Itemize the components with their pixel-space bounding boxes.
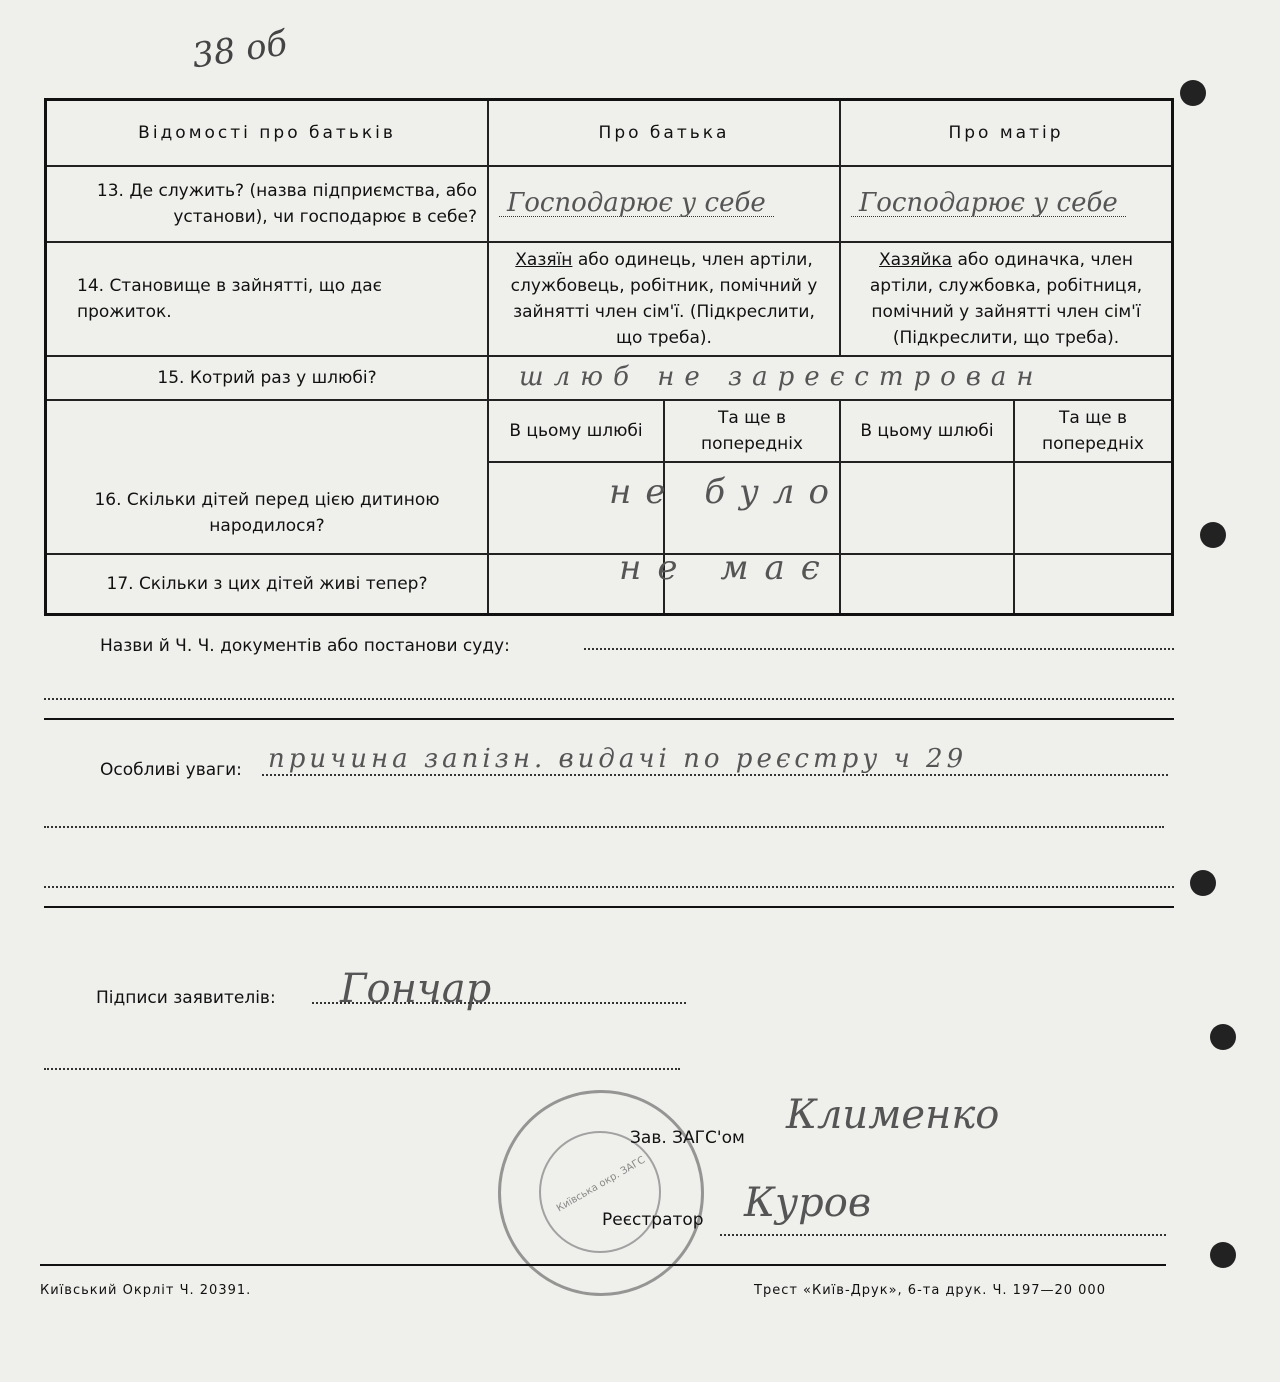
table-header-row bbox=[46, 100, 1173, 167]
question-16: 16. Скільки дітей перед цією дитиною народилося? bbox=[46, 400, 489, 554]
father-status-cell bbox=[488, 242, 840, 356]
marriage-count-value: шлюб не зареєстрован bbox=[519, 361, 1044, 392]
mother-occupation-value: Господарює у себе bbox=[851, 190, 1126, 217]
parents-info-table bbox=[44, 98, 1174, 616]
remarks-line-3 bbox=[44, 886, 1174, 888]
children-alive-cell-3 bbox=[840, 554, 1014, 615]
remarks-line-1 bbox=[262, 774, 1168, 776]
punch-hole bbox=[1210, 1242, 1236, 1268]
mother-occupation-cell bbox=[840, 166, 1173, 242]
table-row-13 bbox=[46, 166, 1173, 242]
mother-status-options: або одиначка, член артіли, службовка, робітниця, помічний у зайнятті член сім'ї (Підкреслити, що треба). bbox=[869, 250, 1143, 348]
registrar-signature: Куров bbox=[744, 1180, 872, 1226]
table-row-17 bbox=[46, 554, 1173, 615]
children-alive-value: не має bbox=[619, 548, 836, 588]
remarks-label: Особливі уваги: bbox=[100, 760, 242, 780]
punch-hole bbox=[1210, 1024, 1236, 1050]
footer-left: Київський Окрліт Ч. 20391. bbox=[40, 1283, 252, 1298]
table-row-16-subheaders bbox=[46, 400, 1173, 462]
children-alive-cell-1 bbox=[488, 548, 836, 615]
documents-line-1 bbox=[584, 648, 1174, 650]
table-row-14 bbox=[46, 242, 1173, 356]
header-father: Про батька bbox=[488, 100, 840, 167]
mother-previous-header: Та ще в попередніх bbox=[1014, 400, 1173, 462]
signature-line-1 bbox=[312, 1002, 686, 1004]
mother-status-cell bbox=[840, 242, 1173, 356]
documents-line-2 bbox=[44, 698, 1174, 700]
applicant-signature: Гончар bbox=[340, 966, 492, 1012]
father-status-underlined: Хазяїн bbox=[515, 250, 573, 270]
stamp-text: Київська окр. ЗАГС bbox=[554, 1154, 648, 1215]
head-signature: Клименко bbox=[786, 1092, 1000, 1138]
remarks-line-2 bbox=[44, 826, 1164, 828]
archive-number: 38 об bbox=[189, 23, 290, 77]
remarks-value: причина запізн. видачі по реєстру ч 29 bbox=[268, 744, 968, 774]
signature-line-2 bbox=[44, 1068, 680, 1070]
father-this-marriage-header: В цьому шлюбі bbox=[488, 400, 664, 462]
signatures-label: Підписи заявителів: bbox=[96, 988, 276, 1008]
children-before-cell-1 bbox=[488, 462, 843, 554]
marriage-count-cell bbox=[488, 356, 1173, 400]
header-parents-info: Відомості про батьків bbox=[46, 100, 489, 167]
question-14: 14. Становище в зайнятті, що дає прожиток. bbox=[46, 242, 489, 356]
separator-2 bbox=[44, 906, 1174, 908]
separator-1 bbox=[44, 718, 1174, 720]
father-occupation-value: Господарює у себе bbox=[499, 190, 774, 217]
father-previous-header: Та ще в попередніх bbox=[664, 400, 840, 462]
footer-separator bbox=[40, 1264, 1166, 1266]
children-before-value: не було bbox=[609, 472, 843, 512]
question-17: 17. Скільки з цих дітей живі тепер? bbox=[46, 554, 489, 615]
punch-hole bbox=[1180, 80, 1206, 106]
children-before-cell-4 bbox=[1014, 462, 1173, 554]
punch-hole bbox=[1200, 522, 1226, 548]
head-label: Зав. ЗАГС'ом bbox=[630, 1128, 745, 1148]
registrar-label: Реєстратор bbox=[602, 1210, 704, 1230]
registrar-line bbox=[720, 1234, 1166, 1236]
mother-this-marriage-header: В цьому шлюбі bbox=[840, 400, 1014, 462]
question-13: 13. Де служить? (назва підприємства, або установи), чи господарює в себе? bbox=[46, 166, 489, 242]
mother-status-underlined: Хазяйка bbox=[879, 250, 953, 270]
documents-label: Назви й Ч. Ч. документів або постанови суду: bbox=[100, 636, 510, 656]
header-mother: Про матір bbox=[840, 100, 1173, 167]
father-occupation-cell bbox=[488, 166, 840, 242]
father-status-options: або одинець, член артіли, службовець, робітник, помічний у зайнятті член сім'ї. (Підкреслити, що треба). bbox=[510, 250, 818, 348]
stamp-inner-ring bbox=[539, 1131, 661, 1253]
footer-right: Трест «Київ-Друк», 6-та друк. Ч. 197—20 000 bbox=[754, 1283, 1106, 1298]
punch-hole bbox=[1190, 870, 1216, 896]
children-before-cell-3 bbox=[840, 462, 1014, 554]
children-alive-cell-4 bbox=[1014, 554, 1173, 615]
question-15: 15. Котрий раз у шлюбі? bbox=[46, 356, 489, 400]
table-row-15 bbox=[46, 356, 1173, 400]
